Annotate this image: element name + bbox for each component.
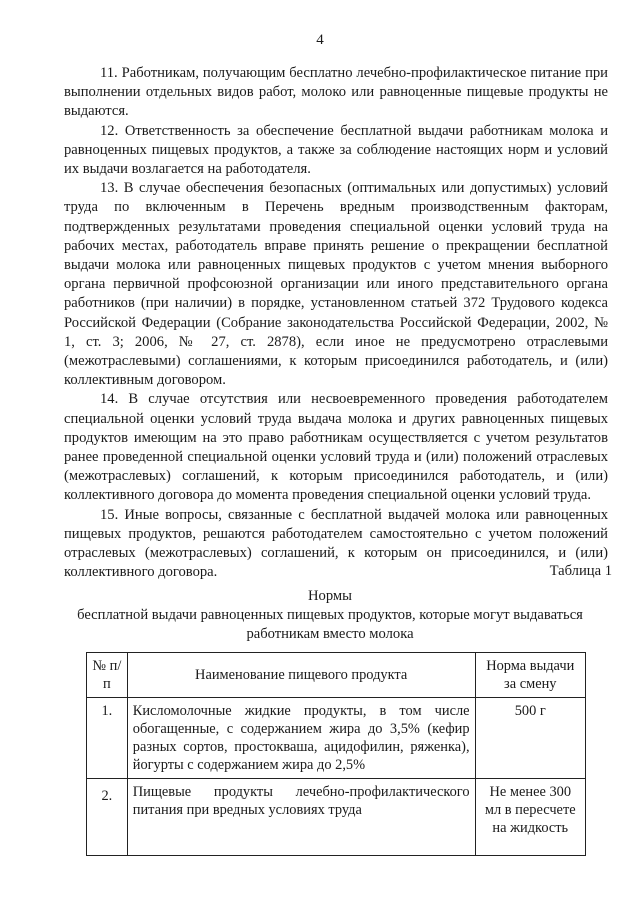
row-norm: 500 г	[475, 698, 585, 779]
table-title	[40, 587, 620, 644]
row-name: Пищевые продукты лечебно-профилактического питания при вредных условиях труда	[127, 779, 475, 856]
table-caption: Таблица 1	[549, 563, 612, 579]
norms-table	[86, 652, 586, 856]
paragraph-15: 15. Иные вопросы, связанные с бесплатной выдачей молока или равноценных пищевых продуктов, решаются работодателем самостоятельно с учетом положений отраслевых (межотраслевых) соглашений, к которым он присоединился, и (или) коллективного договора.	[64, 506, 608, 581]
table-row	[87, 698, 586, 779]
paragraph-11: 11. Работникам, получающим бесплатно лечебно-профилактическое питание при выполнении отдельных видов работ, молоко или равноценные пищевые продукты не выдаются.	[64, 65, 608, 120]
header-norm: Норма выдачи за смену	[475, 653, 585, 698]
header-name: Наименование пищевого продукта	[127, 653, 475, 698]
table-header-row	[87, 653, 586, 698]
paragraph-14: 14. В случае отсутствия или несвоевременного проведения работодателем специальной оценки условий труда выдача молока и других равноценных пищевых продуктов имеющим на это право работникам осуществляется с учетом результатов ранее проведенной специальной оценки условий труда и (или) положений отраслевых (межотраслевых) соглашений, к которым присоединился работодатель, и (или) коллективного договора до момента проведения специальной оценки условий труда.	[64, 391, 608, 504]
table-title-line-1: Нормы	[308, 588, 352, 604]
row-name: Кисломолочные жидкие продукты, в том числе обогащенные, с содержанием жира до 3,5% (кефир разных сортов, простокваша, ацидофилин, ряженка), йогурты с содержанием жира до 2,5%	[127, 698, 475, 779]
paragraph-13: 13. В случае обеспечения безопасных (оптимальных или допустимых) условий труда по включенным в Перечень вредным производственным факторам, подтвержденных результатами проведения специальной оценки условий труда на рабочих местах, работодатель вправе принять решение о прекращении бесплатной выдачи молока или равноценных пищевых продуктов с учетом мнения выборного органа первичной профсоюзной организации или иного представительного органа работников (при наличии) в порядке, установленном статьей 372 Трудового кодекса Российской Федерации (Собрание законодательства Российской Федерации, 2002, № 1, ст. 3; 2006, № 27, ст. 2878), если иное не предусмотрено отраслевыми (межотраслевыми) соглашениями, к которым присоединился работодатель, и (или) коллективным договором.	[64, 180, 608, 389]
page-number: 4	[316, 32, 324, 48]
row-num: 1.	[87, 698, 128, 779]
header-num: № п/п	[87, 653, 128, 698]
table-title-line-2: бесплатной выдачи равноценных пищевых продуктов, которые могут выдаваться	[77, 607, 583, 623]
table-row	[87, 779, 586, 856]
row-norm: Не менее 300 мл в пересчете на жидкость	[475, 779, 585, 856]
table-title-line-3: работникам вместо молока	[246, 626, 414, 642]
paragraph-12: 12. Ответственность за обеспечение бесплатной выдачи работникам молока и равноценных пищевых продуктов, а также за соблюдение настоящих норм и условий их выдачи возлагается на работодателя.	[64, 122, 608, 178]
row-num: 2.	[87, 779, 128, 856]
body-text	[64, 64, 608, 582]
